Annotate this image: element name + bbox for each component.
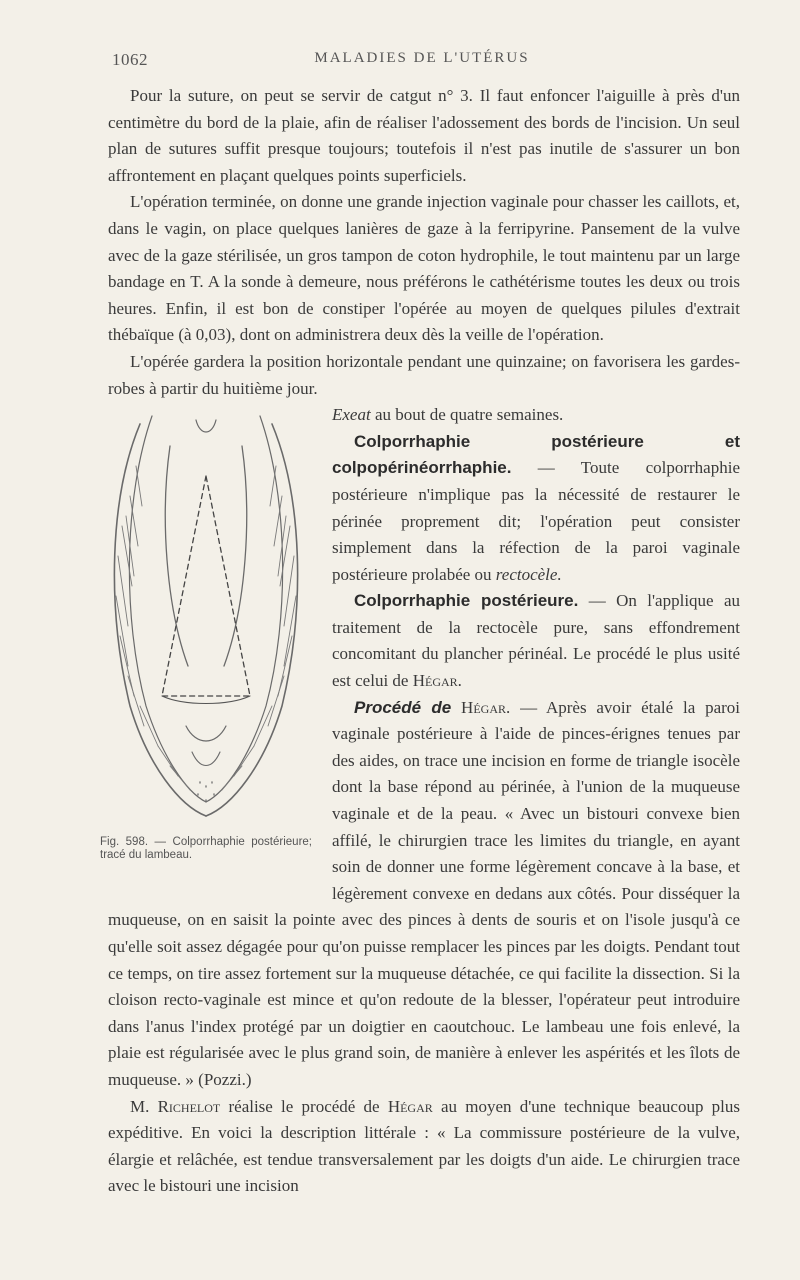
figure-598 — [100, 406, 312, 886]
richelot-hegar-name: Hégar — [387, 1096, 433, 1116]
heading-colporrhaphie-posterieure: Colporrhaphie postérieure. — [354, 591, 579, 611]
body-text — [100, 83, 741, 1200]
figure-label: Fig. 598. — — [100, 836, 167, 849]
heading-colporrhaphie-colpoperineorrhaphie: Colporrhaphie postérieure et colpopérinéorrhaphie. — [332, 431, 740, 478]
richelot-name: Richelot — [157, 1096, 221, 1116]
figure-caption — [100, 836, 312, 862]
figure-caption-text: Colporrhaphie postérieure; tracé du lambeau. — [100, 836, 312, 862]
paragraph-position — [108, 349, 740, 402]
rectocele-word: rectocèle. — [495, 564, 562, 584]
paragraph-colpoperineorrhaphie-text: — Toute colporrhaphie postérieure n'implique pas la nécessité de restaurer le périnée proprement dit; l'opération peut consister simplement dans la réfection de la paroi vaginale postérieure prolabée ou — [332, 458, 740, 584]
exeat-word: Exeat — [332, 405, 371, 425]
exeat-rest: au bout de quatre semaines. — [374, 405, 564, 425]
paragraph-procede-hegar-text: — Après avoir étalé la paroi vaginale postérieure à l'aide de pinces-érignes tenues par des aides, on trace une incision en forme de triangle isocèle dont la base répond au périnée, à l'union de la muqueuse vaginale et de la peau. « Avec un bistouri convexe bien affilé, le chirurgien trace les limites du triangle, en ayant soin de donner une forme légèrement concave à la base, et légèrement convexe en dedans aux côtés. Pour disséquer la muqueuse, on en saisit la pointe avec des pinces à dents de souris et on l'isole jusqu'à ce qu'elle soit assez dégagée pour qu'on puisse remplacer les pinces par les doigts. Pendant tout ce temps, on tire assez fortement sur la muqueuse détachée, ce qui facilite la dissection. Si la cloison recto-vaginale est mince et qu'on redoute de la blesser, l'opérateur peut introduire dans l'anus l'index protégé par un doigtier en caoutchouc. Le lambeau une fois enlevé, la plaie est régularisée avec le plus grand soin, de manière à enlever les aspérités et les îlots de muqueuse. » (Pozzi.) — [108, 697, 741, 1089]
heading-procede-de: Procédé de — [354, 697, 452, 717]
heading-hegar-name: Hégar. — [461, 697, 511, 717]
paragraph-richelot — [108, 1094, 740, 1200]
running-title: MALADIES DE L'UTÉRUS — [314, 50, 530, 66]
richelot-mid: réalise le procédé de — [228, 1096, 380, 1116]
paragraph-position-text: L'opérée gardera la position horizontale pendant une quinzaine; on favorisera les gardes-robes à partir du huitième jour. — [108, 351, 740, 398]
hegar-name: Hégar. — [412, 671, 462, 691]
page-number: 1062 — [112, 50, 148, 69]
paragraph-pansement: L'opération terminée, on donne une grande injection vaginale pour chasser les caillots, et, dans le vagin, on place quelques lanières de gaze à la ferripyrine. Pansement de la vulve avec de la gaze stérilisée, un gros tampon de coton hydrophile, le tout maintenu par un large bandage en T. A la sonde à demeure, nous préférons le cathétérisme toutes les deux ou trois heures. Enfin, il est bon de constiper l'opérée au moyen de quelques pilules d'extrait thébaïque (à 0,03), dont on administrera deux dès la veille de l'opération. — [108, 192, 740, 345]
paragraph-colporrhaphie-posterieure-text: — On l'applique au traitement de la rectocèle pure, sans effondrement concomitant du plancher périnéal. Le procédé le plus usité est celui de — [332, 591, 741, 691]
richelot-prefix: M. — [130, 1096, 150, 1116]
page-header — [112, 50, 732, 76]
paragraph-suture: Pour la suture, on peut se servir de catgut n° 3. Il faut enfoncer l'aiguille à près d'un centimètre du bord de la plaie, afin de réaliser l'adossement des bords de l'incision. Un seul plan de sutures suffit presque toujours; toutefois il n'est pas inutile de s'assurer un bon affrontement en plaçant quelques points superficiels. — [108, 86, 740, 185]
colporrhaphy-illustration — [100, 406, 312, 836]
richelot-rest: au moyen d'une technique beaucoup plus expéditive. En voici la description littérale : « La commissure postérieure de la vulve, élargie et relâchée, est tendue transversalement par les doigts d'un aide. Le chirurgien trace avec le bistouri une incision — [108, 1096, 741, 1196]
